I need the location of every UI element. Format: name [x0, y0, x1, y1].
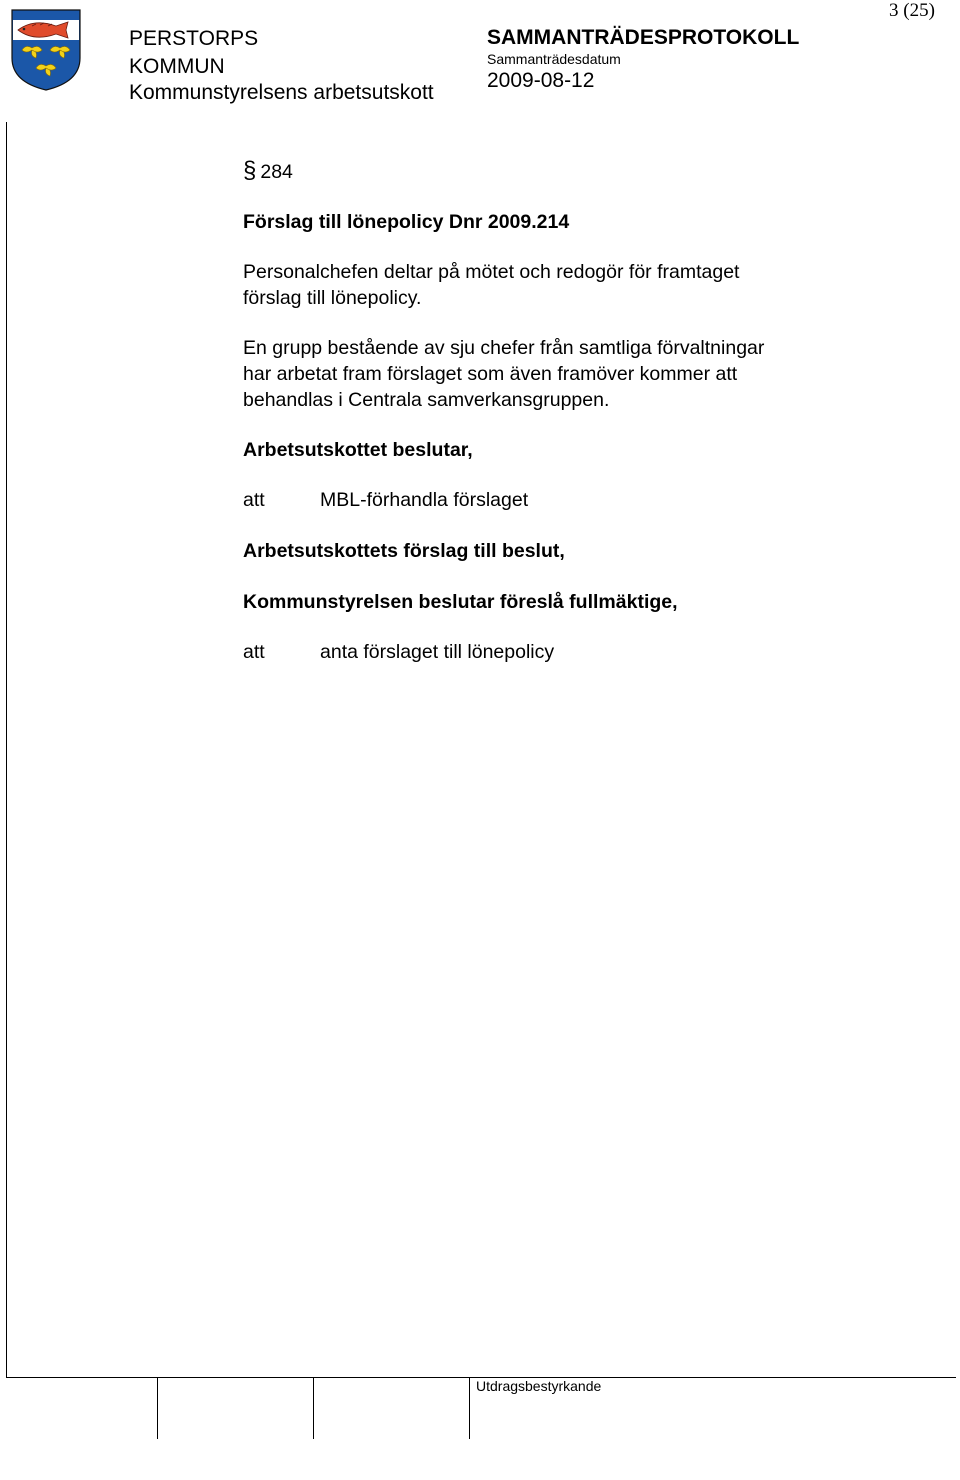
coat-of-arms-icon: [10, 8, 82, 92]
paragraph-2-line-3: behandlas i Centrala samverkansgruppen.: [243, 389, 610, 411]
paragraph-2-line-1: En grupp bestående av sju chefer från samtliga förvaltningar: [243, 337, 765, 359]
footer-certification-label: Utdragsbestyrkande: [476, 1378, 602, 1394]
paragraph-1-line-2: förslag till lönepolicy.: [243, 287, 422, 309]
section-number-value: 284: [260, 161, 293, 183]
section-number: [243, 158, 293, 186]
paragraph-2-line-2: har arbetat fram förslaget som även framöver kommer att: [243, 363, 738, 385]
decision-heading-au: Arbetsutskottet beslutar,: [243, 439, 473, 461]
board-heading: Kommunstyrelsen beslutar föreslå fullmäktige,: [243, 591, 678, 613]
decision-att-2: att: [243, 641, 265, 663]
coat-of-arms-svg: [10, 8, 82, 92]
decision-att-1: att: [243, 489, 265, 511]
proposal-heading: Arbetsutskottets förslag till beslut,: [243, 540, 565, 562]
footer-divider-1: [157, 1377, 158, 1439]
section-title: Förslag till lönepolicy Dnr 2009.214: [243, 211, 570, 233]
org-name-line2: KOMMUN: [129, 55, 225, 78]
left-margin-rule: [6, 122, 7, 1378]
paragraph-1-line-1: Personalchefen deltar på mötet och redogör för framtaget: [243, 261, 740, 283]
decision-text-1: MBL-förhandla förslaget: [320, 489, 529, 511]
paragraph-symbol: §: [243, 157, 257, 184]
meeting-date-value: 2009-08-12: [487, 69, 595, 92]
decision-text-2: anta förslaget till lönepolicy: [320, 641, 555, 663]
footer-divider-2: [313, 1377, 314, 1439]
org-name-line1: PERSTORPS: [129, 27, 259, 50]
committee-name: Kommunstyrelsens arbetsutskott: [129, 81, 434, 104]
meeting-date-label: Sammanträdesdatum: [487, 51, 621, 67]
document-type: SAMMANTRÄDESPROTOKOLL: [487, 26, 800, 49]
page-number: 3 (25): [889, 0, 935, 21]
footer-divider-3: [469, 1377, 470, 1439]
